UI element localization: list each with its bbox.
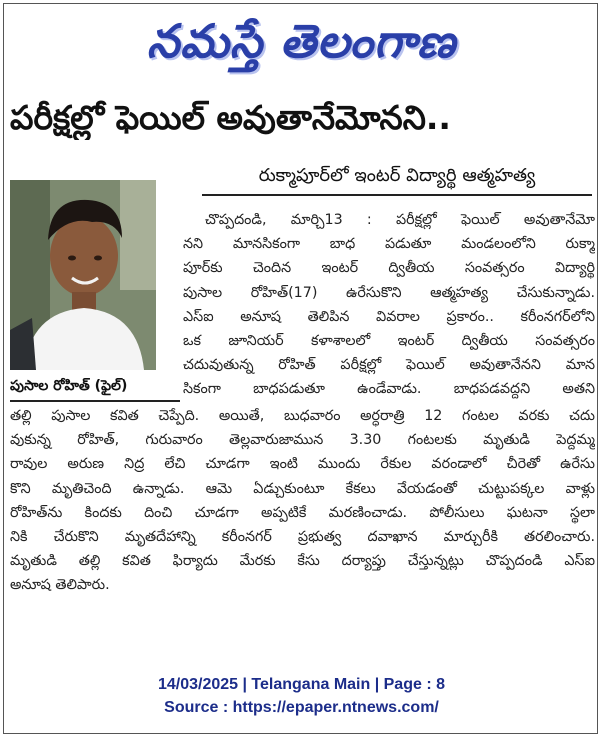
- body-line: నికి చేరుకొని మృతదేహాన్ని కరీంనగర్ ప్రభుత్వ దవాఖాన మార్చురీకి తరలించారు.: [10, 529, 595, 546]
- article-body-column: [183, 208, 595, 398]
- article-headline: పరీక్షల్లో ఫెయిల్ అవుతానేమోనని..: [10, 98, 451, 137]
- article-body-full-width: [10, 404, 595, 674]
- newspaper-masthead: నమస్తే తెలంగాణ: [146, 14, 457, 68]
- body-line: ఒక జూనియర్ కళాశాలలో ఇంటర్ ద్వితీయ సంవత్సరం: [183, 333, 595, 350]
- source-link[interactable]: Source : https://epaper.ntnews.com/: [164, 699, 439, 716]
- photo-caption: పుసాల రోహిత్ (ఫైల్): [10, 372, 180, 402]
- body-line: కొని మృతిచెంది ఉన్నాడు. ఆమె ఏడ్చుకుంటూ కేకలు వేయడంతో చుట్టుపక్కల వాళ్లు: [10, 480, 595, 497]
- body-line: అనూష తెలిపారు.: [10, 577, 110, 594]
- body-line: తల్లి పుసాల కవిత చెప్పేది. అయితే, బుధవారం అర్ధరాత్రి 12 గంటల వరకు చదు: [10, 408, 595, 424]
- body-line: వుకున్న రోహిత్, గురువారం తెల్లవారుజామున 3.30 గంటలకు మృతుడి పెద్దమ్మ: [10, 432, 595, 449]
- body-line: పుసాల రోహిత్(17) ఉరేసుకొని ఆత్మహత్య చేసుకున్నాడు.: [183, 284, 595, 301]
- body-line: ఎస్ఐ అనూష తెలిపిన వివరాల ప్రకారం.. కరీంనగర్‌లోని: [183, 308, 595, 325]
- student-photo: [10, 180, 156, 370]
- body-line: చదువుతున్న రోహిత్ పరీక్షల్లో ఫెయిల్ అవుతానేనని మాన: [183, 357, 595, 374]
- body-line: పూర్‌కు చెందిన ఇంటర్ ద్వితీయ సంవత్సరం విద్యార్థి: [183, 260, 595, 277]
- body-line: చొప్పదండి, మార్చి13 : పరీక్షల్లో ఫెయిల్ అవుతానేమో: [205, 212, 595, 228]
- body-line: సికంగా బాధపడుతూ ఉండేవాడు. బాధపడవద్దని అతని: [183, 381, 595, 398]
- body-line: నని మానసికంగా బాధ పడుతూ మండలంలోని రుక్మా: [183, 236, 595, 253]
- article-subheadline: రుక్మాపూర్‌లో ఇంటర్ విద్యార్థి ఆత్మహత్య: [202, 158, 592, 196]
- body-line: రోహిత్‌ను కిందకు దించి చూడగా అప్పటికే మరణించాడు. పోలీసులు ఘటనా స్థలా: [10, 504, 595, 521]
- publication-info: 14/03/2025 | Telangana Main | Page : 8: [157, 676, 445, 693]
- portrait-image: [10, 180, 156, 370]
- body-line: రావుల అరుణ నిద్ర లేచి చూడగా ఇంటి ముందు రేకుల వరండాలో చీరెతో ఉరేసు: [10, 456, 595, 473]
- body-line: మృతుడి తల్లి కవిత ఫిర్యాదు మేరకు కేసు దర్యాప్తు చేస్తున్నట్లు చొప్పదండి ఎస్ఐ: [10, 553, 595, 570]
